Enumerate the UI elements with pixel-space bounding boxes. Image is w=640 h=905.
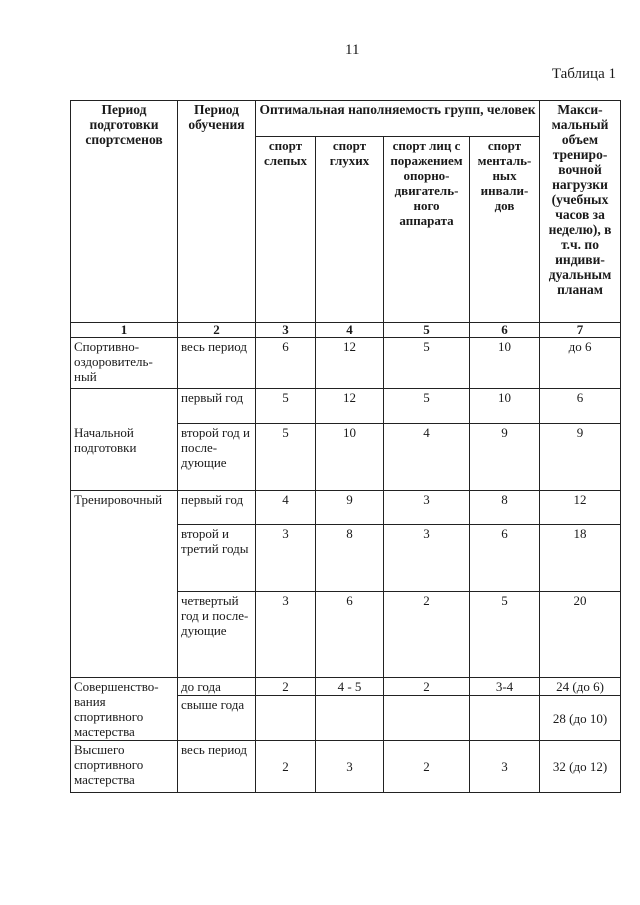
- study-cell: второй год и после-дующие: [178, 424, 256, 491]
- value-cell: 3: [256, 525, 316, 592]
- value-cell: 6: [540, 389, 621, 424]
- value-cell: 9: [540, 424, 621, 491]
- value-cell: [256, 696, 316, 741]
- study-cell: второй и третий годы: [178, 525, 256, 592]
- value-cell: 2: [256, 678, 316, 696]
- value-cell: 24 (до 6): [540, 678, 621, 696]
- study-cell: свыше года: [178, 696, 256, 741]
- value-cell: 12: [316, 338, 384, 389]
- value-cell: 3: [256, 592, 316, 678]
- value-cell: 3: [384, 491, 470, 525]
- period-cell: Совершенство-вания спортивного мастерства: [71, 678, 178, 741]
- study-cell: весь период: [178, 741, 256, 793]
- col-number: 3: [256, 323, 316, 338]
- col-number: 7: [540, 323, 621, 338]
- value-cell: 10: [470, 338, 540, 389]
- header-sport-blind: спорт слепых: [256, 137, 316, 323]
- value-cell: 10: [470, 389, 540, 424]
- value-cell: 3: [470, 741, 540, 793]
- value-cell: [316, 696, 384, 741]
- header-sport-deaf: спорт глухих: [316, 137, 384, 323]
- value-cell: 12: [316, 389, 384, 424]
- study-cell: четвертый год и после-дующие: [178, 592, 256, 678]
- value-cell: 2: [256, 741, 316, 793]
- value-cell: 3: [384, 525, 470, 592]
- value-cell: 6: [470, 525, 540, 592]
- value-cell: 4: [384, 424, 470, 491]
- value-cell: 28 (до 10): [540, 696, 621, 741]
- value-cell: 5: [470, 592, 540, 678]
- value-cell: 4: [256, 491, 316, 525]
- value-cell: 18: [540, 525, 621, 592]
- value-cell: 12: [540, 491, 621, 525]
- study-cell: весь период: [178, 338, 256, 389]
- value-cell: 5: [256, 389, 316, 424]
- value-cell: 5: [256, 424, 316, 491]
- value-cell: 2: [384, 741, 470, 793]
- value-cell: 3: [316, 741, 384, 793]
- value-cell: 6: [256, 338, 316, 389]
- header-max-load: Макси-мальный объем трениро-вочной нагрузки (учебных часов за неделю), в т.ч. по индиви-дуальным планам: [540, 101, 621, 323]
- value-cell: 3-4: [470, 678, 540, 696]
- period-cell: Начальной подготовки: [71, 389, 178, 491]
- header-study-period: Период обучения: [178, 101, 256, 323]
- value-cell: 9: [316, 491, 384, 525]
- col-number: 4: [316, 323, 384, 338]
- header-training-period: Период подготовки спортсменов: [71, 101, 178, 323]
- value-cell: 2: [384, 592, 470, 678]
- col-number: 5: [384, 323, 470, 338]
- value-cell: 8: [316, 525, 384, 592]
- value-cell: 6: [316, 592, 384, 678]
- value-cell: 8: [470, 491, 540, 525]
- value-cell: [384, 696, 470, 741]
- period-cell: Тренировочный: [71, 491, 178, 678]
- study-cell: первый год: [178, 491, 256, 525]
- value-cell: 9: [470, 424, 540, 491]
- value-cell: 5: [384, 338, 470, 389]
- value-cell: 10: [316, 424, 384, 491]
- header-sport-mental: спорт менталь-ных инвали-дов: [470, 137, 540, 323]
- value-cell: 20: [540, 592, 621, 678]
- sports-groups-table: [70, 100, 621, 793]
- page-number: 11: [345, 42, 360, 58]
- table-label: Таблица 1: [551, 66, 616, 82]
- study-cell: до года: [178, 678, 256, 696]
- col-number: 6: [470, 323, 540, 338]
- header-sport-musculoskeletal: спорт лиц с поражением опорно-двигатель-ного аппарата: [384, 137, 470, 323]
- value-cell: [470, 696, 540, 741]
- value-cell: 2: [384, 678, 470, 696]
- value-cell: 4 - 5: [316, 678, 384, 696]
- col-number: 2: [178, 323, 256, 338]
- value-cell: до 6: [540, 338, 621, 389]
- header-group-size: Оптимальная наполняемость групп, человек: [256, 101, 540, 137]
- period-cell: Высшего спортивного мастерства: [71, 741, 178, 793]
- value-cell: 5: [384, 389, 470, 424]
- period-cell: Спортивно-оздоровитель-ный: [71, 338, 178, 389]
- col-number: 1: [71, 323, 178, 338]
- value-cell: 32 (до 12): [540, 741, 621, 793]
- study-cell: первый год: [178, 389, 256, 424]
